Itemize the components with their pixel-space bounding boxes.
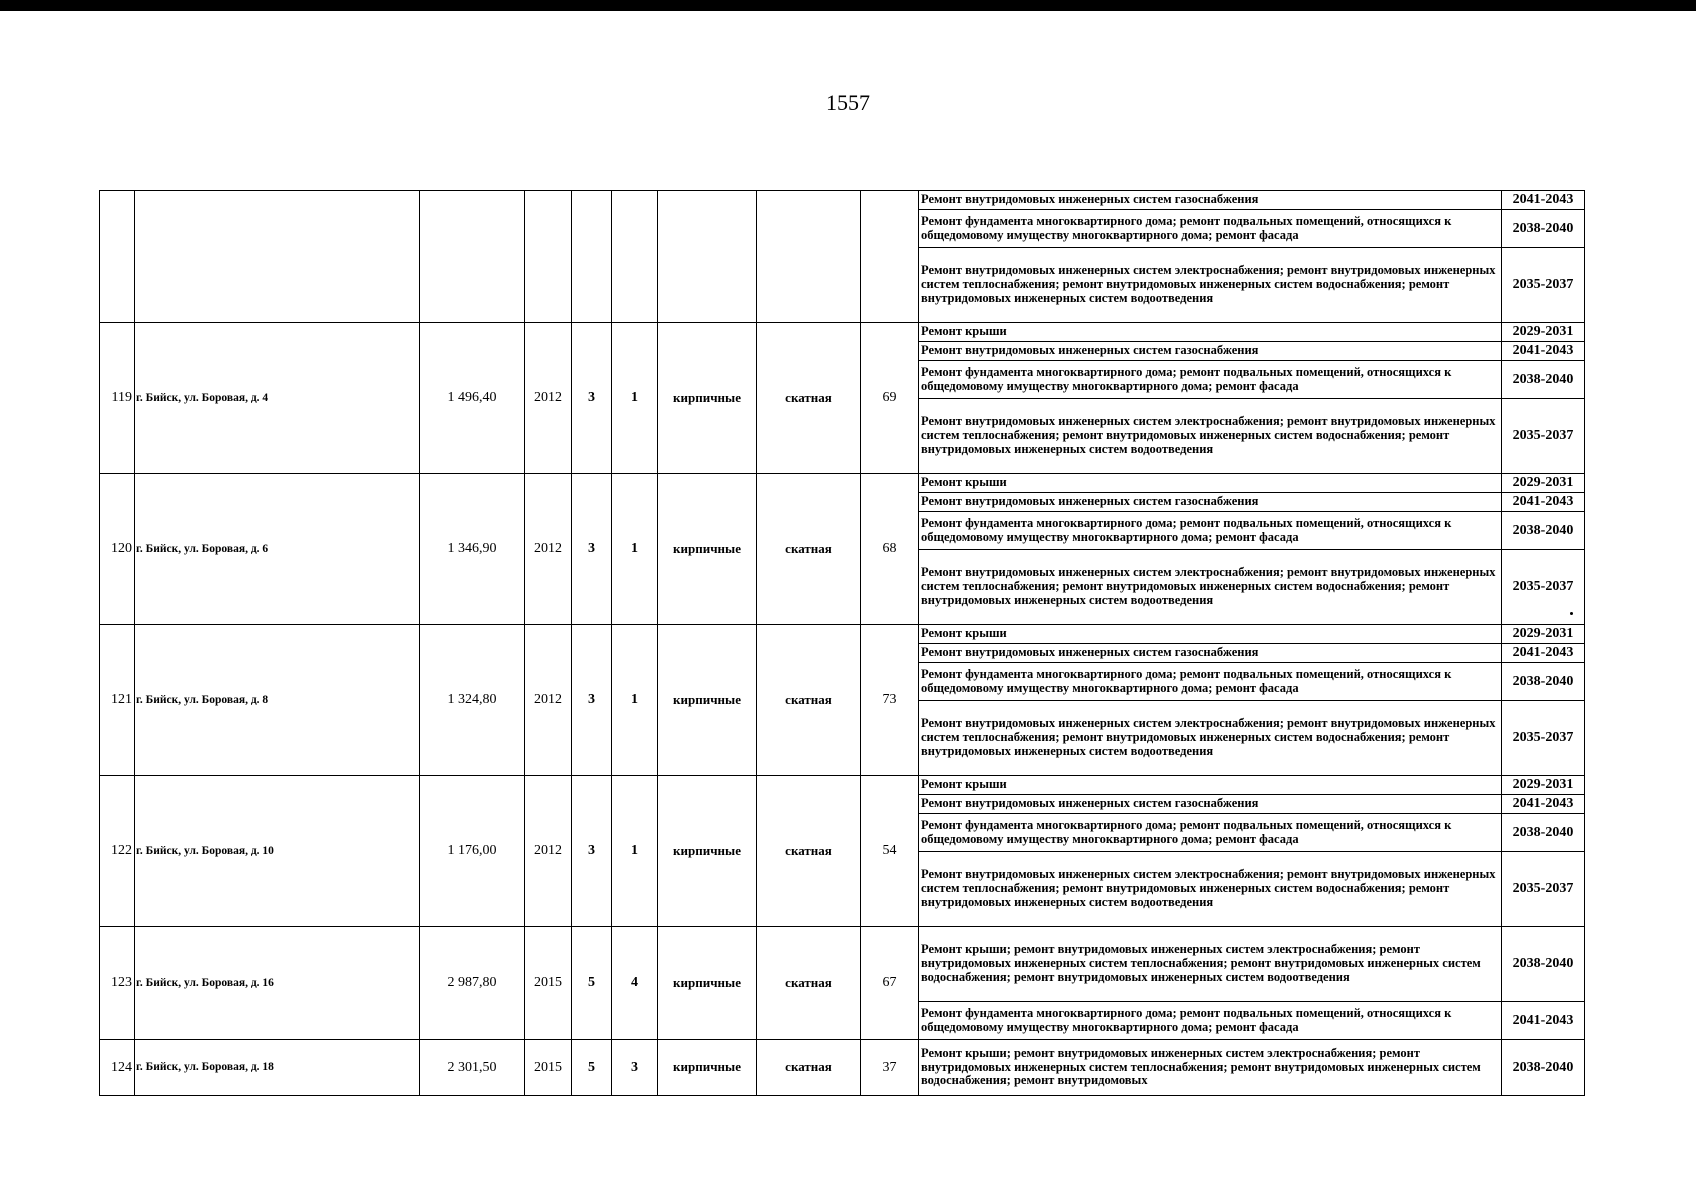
address — [135, 191, 420, 323]
entrances: 1 — [612, 776, 658, 927]
row-number: 120 — [100, 474, 135, 625]
work-period: 2029-2031 — [1502, 625, 1585, 644]
address: г. Бийск, ул. Боровая, д. 4 — [135, 323, 420, 474]
work-period: 2041-2043 — [1502, 795, 1585, 814]
work-period: 2038-2040 — [1502, 663, 1585, 701]
floors: 3 — [572, 776, 612, 927]
work-period: 2041-2043 — [1502, 191, 1585, 210]
work-period: 2041-2043 — [1502, 1002, 1585, 1040]
address: г. Бийск, ул. Боровая, д. 18 — [135, 1040, 420, 1096]
row-number: 123 — [100, 927, 135, 1040]
year: 2012 — [525, 625, 572, 776]
work-description: Ремонт фундамента многоквартирного дома; ремонт подвальных помещений, относящихся к общедомовому имуществу многоквартирного дома; ремонт фасада — [919, 512, 1502, 550]
work-description: Ремонт фундамента многоквартирного дома; ремонт подвальных помещений, относящихся к общедомовому имуществу многоквартирного дома; ремонт фасада — [919, 361, 1502, 399]
repair-schedule-table — [99, 190, 1585, 1096]
row-number: 121 — [100, 625, 135, 776]
work-period: 2035-2037 — [1502, 701, 1585, 776]
work-description: Ремонт фундамента многоквартирного дома; ремонт подвальных помещений, относящихся к общедомовому имуществу многоквартирного дома; ремонт фасада — [919, 210, 1502, 248]
address: г. Бийск, ул. Боровая, д. 6 — [135, 474, 420, 625]
work-period: 2035-2037 — [1502, 399, 1585, 474]
work-description: Ремонт внутридомовых инженерных систем газоснабжения — [919, 191, 1502, 210]
year — [525, 191, 572, 323]
work-period: 2038-2040 — [1502, 927, 1585, 1002]
walls: кирпичные — [658, 927, 757, 1040]
work-period: 2038-2040 — [1502, 361, 1585, 399]
roof: скатная — [757, 323, 861, 474]
roof: скатная — [757, 927, 861, 1040]
work-description: Ремонт внутридомовых инженерных систем газоснабжения — [919, 493, 1502, 512]
year: 2015 — [525, 1040, 572, 1096]
row-number — [100, 191, 135, 323]
work-description: Ремонт внутридомовых инженерных систем электроснабжения; ремонт внутридомовых инженерных систем теплоснабжения; ремонт внутридомовых инженерных систем водоснабжения; ремонт внутридомовых инженерных систем водоотведения — [919, 701, 1502, 776]
work-description: Ремонт внутридомовых инженерных систем газоснабжения — [919, 342, 1502, 361]
floors: 3 — [572, 323, 612, 474]
entrances: 1 — [612, 474, 658, 625]
area: 1 496,40 — [420, 323, 525, 474]
table-row — [100, 776, 1585, 795]
table-row — [100, 927, 1585, 1002]
work-text-clip: Ремонт крыши; ремонт внутридомовых инженерных систем электроснабжения; ремонт внутридомовых инженерных систем теплоснабжения; ремонт внутридомовых инженерных систем водоснабжения; ремонт внутридомовых — [921, 1046, 1481, 1088]
entrances — [612, 191, 658, 323]
table-row — [100, 191, 1585, 210]
walls: кирпичные — [658, 323, 757, 474]
entrances: 3 — [612, 1040, 658, 1096]
wear: 69 — [861, 323, 919, 474]
wear — [861, 191, 919, 323]
area: 2 987,80 — [420, 927, 525, 1040]
work-description: Ремонт внутридомовых инженерных систем газоснабжения — [919, 644, 1502, 663]
entrances: 1 — [612, 323, 658, 474]
row-number: 124 — [100, 1040, 135, 1096]
year: 2012 — [525, 474, 572, 625]
wear: 54 — [861, 776, 919, 927]
row-number: 122 — [100, 776, 135, 927]
work-period: 2038-2040 — [1502, 512, 1585, 550]
area: 2 301,50 — [420, 1040, 525, 1096]
work-description: Ремонт внутридомовых инженерных систем электроснабжения; ремонт внутридомовых инженерных систем теплоснабжения; ремонт внутридомовых инженерных систем водоснабжения; ремонт внутридомовых инженерных систем водоотведения — [919, 550, 1502, 625]
floors: 3 — [572, 625, 612, 776]
wear: 68 — [861, 474, 919, 625]
year: 2012 — [525, 323, 572, 474]
table-row — [100, 625, 1585, 644]
work-description: Ремонт внутридомовых инженерных систем электроснабжения; ремонт внутридомовых инженерных систем теплоснабжения; ремонт внутридомовых инженерных систем водоснабжения; ремонт внутридомовых инженерных систем водоотведения — [919, 852, 1502, 927]
entrances: 1 — [612, 625, 658, 776]
work-description: Ремонт фундамента многоквартирного дома; ремонт подвальных помещений, относящихся к общедомовому имуществу многоквартирного дома; ремонт фасада — [919, 663, 1502, 701]
work-description: Ремонт крыши — [919, 323, 1502, 342]
floors: 3 — [572, 474, 612, 625]
work-period: 2041-2043 — [1502, 644, 1585, 663]
work-period: 2041-2043 — [1502, 493, 1585, 512]
work-description: Ремонт крыши; ремонт внутридомовых инженерных систем электроснабжения; ремонт внутридомовых инженерных систем теплоснабжения; ремонт внутридомовых инженерных систем водоснабжения; ремонт внутридомовых инженерных систем водоотведения — [919, 927, 1502, 1002]
area: 1 346,90 — [420, 474, 525, 625]
table-row — [100, 323, 1585, 342]
work-description: Ремонт внутридомовых инженерных систем электроснабжения; ремонт внутридомовых инженерных систем теплоснабжения; ремонт внутридомовых инженерных систем водоснабжения; ремонт внутридомовых инженерных систем водоотведения — [919, 399, 1502, 474]
wear: 67 — [861, 927, 919, 1040]
walls: кирпичные — [658, 474, 757, 625]
work-period: 2041-2043 — [1502, 342, 1585, 361]
floors: 5 — [572, 927, 612, 1040]
work-period: 2029-2031 — [1502, 474, 1585, 493]
address: г. Бийск, ул. Боровая, д. 16 — [135, 927, 420, 1040]
floors — [572, 191, 612, 323]
work-period: 2035-2037 — [1502, 248, 1585, 323]
work-period: 2038-2040 — [1502, 1040, 1585, 1096]
work-description: Ремонт крыши — [919, 776, 1502, 795]
roof: скатная — [757, 776, 861, 927]
work-description: Ремонт внутридомовых инженерных систем электроснабжения; ремонт внутридомовых инженерных систем теплоснабжения; ремонт внутридомовых инженерных систем водоснабжения; ремонт внутридомовых инженерных систем водоотведения — [919, 248, 1502, 323]
area — [420, 191, 525, 323]
address: г. Бийск, ул. Боровая, д. 8 — [135, 625, 420, 776]
work-description — [919, 1040, 1502, 1096]
roof: скатная — [757, 474, 861, 625]
year: 2015 — [525, 927, 572, 1040]
work-period: 2029-2031 — [1502, 776, 1585, 795]
floors: 5 — [572, 1040, 612, 1096]
entrances: 4 — [612, 927, 658, 1040]
work-period: 2035-2037 — [1502, 550, 1585, 625]
walls: кирпичные — [658, 1040, 757, 1096]
work-period: 2038-2040 — [1502, 814, 1585, 852]
table-row — [100, 474, 1585, 493]
roof: скатная — [757, 1040, 861, 1096]
row-number: 119 — [100, 323, 135, 474]
area: 1 324,80 — [420, 625, 525, 776]
wear: 73 — [861, 625, 919, 776]
work-description: Ремонт внутридомовых инженерных систем газоснабжения — [919, 795, 1502, 814]
walls: кирпичные — [658, 776, 757, 927]
work-period: 2038-2040 — [1502, 210, 1585, 248]
page-number: 1557 — [826, 90, 870, 115]
roof — [757, 191, 861, 323]
roof: скатная — [757, 625, 861, 776]
work-period: 2029-2031 — [1502, 323, 1585, 342]
work-description: Ремонт фундамента многоквартирного дома; ремонт подвальных помещений, относящихся к общедомовому имуществу многоквартирного дома; ремонт фасада — [919, 1002, 1502, 1040]
table-row — [100, 1040, 1585, 1096]
work-description: Ремонт крыши — [919, 625, 1502, 644]
work-period: 2035-2037 — [1502, 852, 1585, 927]
scan-speck — [1570, 612, 1573, 615]
wear: 37 — [861, 1040, 919, 1096]
walls: кирпичные — [658, 625, 757, 776]
walls — [658, 191, 757, 323]
area: 1 176,00 — [420, 776, 525, 927]
work-description: Ремонт фундамента многоквартирного дома; ремонт подвальных помещений, относящихся к общедомовому имуществу многоквартирного дома; ремонт фасада — [919, 814, 1502, 852]
scan-border — [0, 0, 1696, 11]
year: 2012 — [525, 776, 572, 927]
address: г. Бийск, ул. Боровая, д. 10 — [135, 776, 420, 927]
work-description: Ремонт крыши — [919, 474, 1502, 493]
